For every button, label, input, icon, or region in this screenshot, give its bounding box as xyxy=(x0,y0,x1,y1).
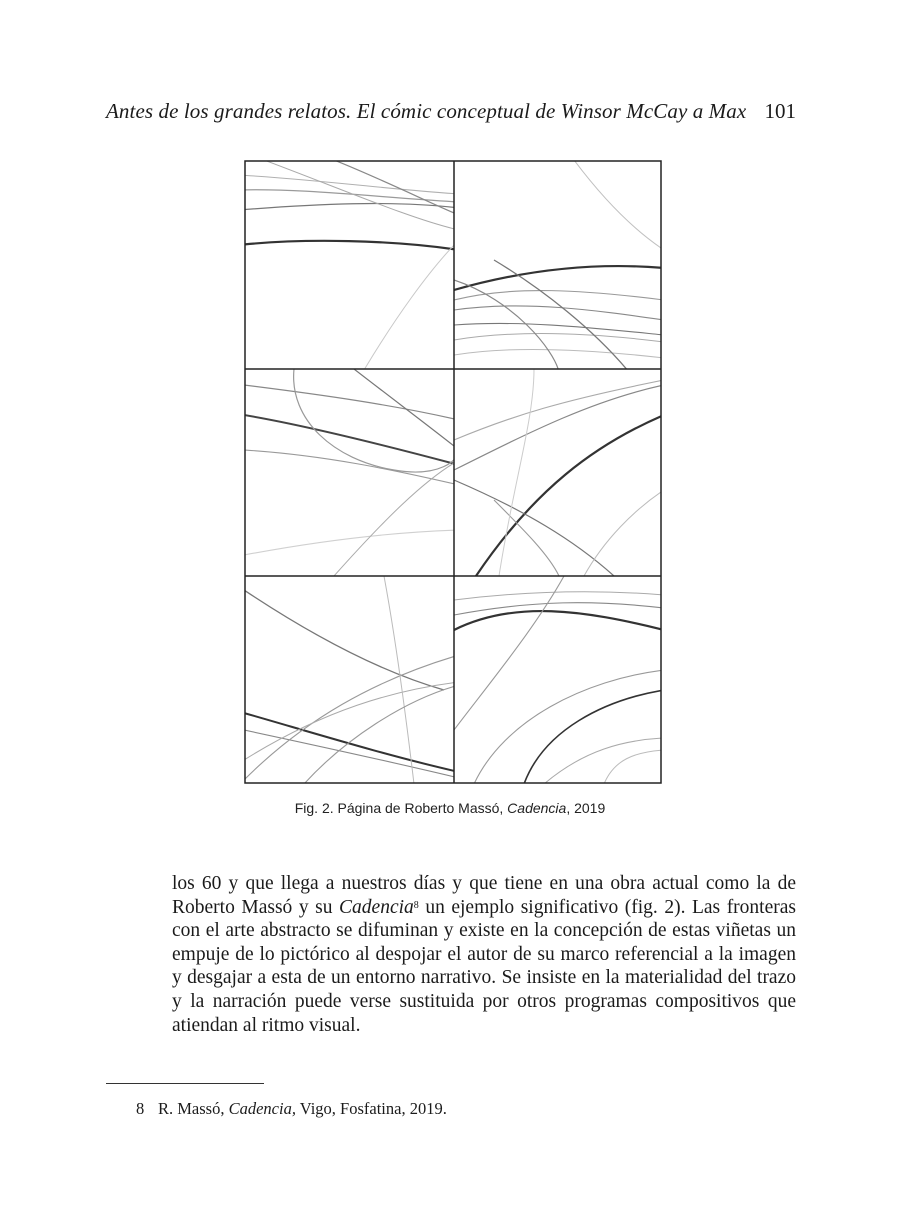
panel-1-lines xyxy=(244,160,459,370)
footnote-reference: 8 xyxy=(413,899,419,911)
page-number: 101 xyxy=(764,99,796,123)
panel-2-lines xyxy=(454,160,662,372)
comic-page-figure xyxy=(244,160,662,784)
body-line: los 60 y que llega a nuestros días y que tiene en una obra actual como la de xyxy=(172,873,796,894)
work-title: Cadencia xyxy=(339,896,414,918)
caption-prefix: Fig. 2. Página de Roberto Massó, xyxy=(294,800,508,816)
footnote-title: Cadencia, xyxy=(228,1099,296,1118)
body-paragraph xyxy=(172,872,796,1037)
panel-4-lines xyxy=(454,369,662,576)
body-line: y la narración puede verse sustituida por otros programas compositivos que xyxy=(172,990,796,1012)
panel-6-lines xyxy=(454,576,662,784)
body-line xyxy=(172,896,796,920)
panel-5-lines xyxy=(244,576,459,784)
body-line-text: Roberto Massó y su xyxy=(172,896,340,918)
figure-caption xyxy=(0,800,900,816)
footnote-text: Vigo, Fosfatina, 2019. xyxy=(295,1099,447,1118)
footnote-text: R. Massó, xyxy=(158,1099,229,1118)
panel-3-lines xyxy=(244,369,459,576)
panel-frames xyxy=(245,161,661,783)
running-head xyxy=(106,99,796,129)
abstract-comic-panels-illustration xyxy=(244,160,662,784)
body-line-text: un ejemplo significativo (fig. 2). Las fronteras xyxy=(418,896,796,918)
body-line: empuje de lo pictórico al despojar el autor de su marco referencial a la imagen xyxy=(172,943,796,965)
body-line: con el arte abstracto se difuminan y existe en la concepción de estas viñetas un xyxy=(172,920,796,942)
footnote-number: 8 xyxy=(136,1099,145,1118)
caption-title: Cadencia xyxy=(507,800,567,816)
body-line: y desgajar a esta de un entorno narrativo. Se insiste en la materialidad del trazo xyxy=(172,967,796,989)
footnote-divider xyxy=(106,1083,264,1084)
caption-suffix: , 2019 xyxy=(566,800,606,816)
running-title: Antes de los grandes relatos. El cómic conceptual de Winsor McCay a Max xyxy=(106,99,747,123)
body-line: atiendan al ritmo visual. xyxy=(172,1014,361,1036)
footnote xyxy=(136,1099,447,1119)
